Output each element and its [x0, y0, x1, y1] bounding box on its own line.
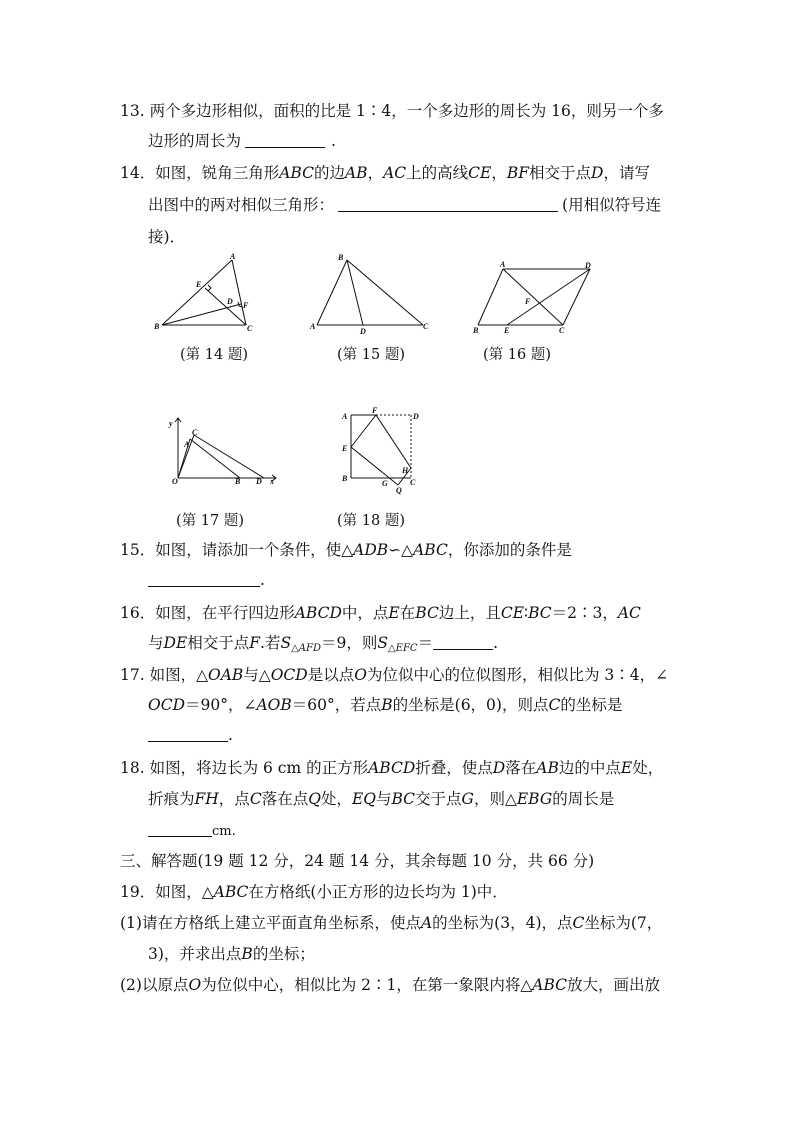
- caption-fig14: (第 14 题): [180, 347, 248, 363]
- fig16-label-d: D: [585, 261, 591, 270]
- fig16-label-c: C: [559, 326, 565, 335]
- fig15-segment-bd: [347, 260, 363, 325]
- fig16-side-dc: [563, 269, 590, 325]
- fig15-side-ab: [317, 260, 347, 325]
- q15-answer-blank[interactable]: [148, 571, 260, 587]
- q16-line2: 与DE相交于点F.若$S_{\triangle AFD}=9$，则$S_{\triangle EFC}=$ .: [148, 634, 499, 654]
- fig17-label-y: y: [169, 419, 173, 428]
- fig17-segment-cd: [194, 435, 264, 478]
- fig18-label-e: E: [342, 444, 348, 453]
- q19-part1-line1: (1)请在方格纸上建立平面直角坐标系，使点A的坐标为(3，4)，点C坐标为(7，: [120, 914, 663, 932]
- fig15-label-a: A: [310, 322, 316, 331]
- section3-heading: 三、解答题(19 题 12 分，24 题 14 分，其余每题 10 分，共 66 分): [120, 852, 595, 870]
- q14-line2: 出图中的两对相似三角形： (用相似符号连: [148, 196, 662, 214]
- fig17-label-o: O: [172, 477, 178, 486]
- fig17-label-b: B: [235, 477, 241, 486]
- figure-17: [160, 412, 285, 492]
- fig16-label-b: B: [473, 326, 479, 335]
- q17-answer-blank[interactable]: [148, 726, 228, 742]
- fig18-crease-fh: [376, 415, 411, 468]
- q14-answer-blank[interactable]: [338, 196, 558, 212]
- q17-line3: .: [148, 725, 233, 745]
- fig18-label-b: B: [342, 474, 348, 483]
- fig17-label-x: x: [270, 477, 274, 486]
- q15-line2: .: [148, 570, 265, 590]
- fig14-label-a: A: [230, 252, 236, 261]
- fig16-segment-de: [507, 269, 590, 325]
- fig14-label-b: B: [154, 322, 160, 331]
- fig14-label-e: E: [196, 280, 202, 289]
- q18-line1: 18. 如图，将边长为 6 cm 的正方形ABCD折叠，使点D落在AB边的中点E处，: [120, 759, 664, 777]
- q18-answer-blank[interactable]: [148, 821, 212, 837]
- q14-line3: 接)．: [148, 228, 186, 246]
- q13-answer-blank[interactable]: [245, 132, 325, 148]
- q18-line2: 折痕为FH，点C落在点Q处，EQ与BC交于点G，则△EBG的周长是: [148, 790, 615, 808]
- q19-stem: 19．如图，△ABC在方格纸(小正方形的边长均为 1)中．: [120, 883, 508, 901]
- fig14-label-f: F: [243, 301, 249, 310]
- fig16-diagonal-ac: [503, 269, 563, 325]
- q15-line1: 15．如图，请添加一个条件，使△ADB∽△ABC，你添加的条件是: [120, 541, 572, 559]
- fig18-segment-fe: [351, 415, 376, 447]
- fig16-side-ab: [478, 269, 503, 325]
- q16-line1: 16．如图，在平行四边形ABCD中，点E在BC边上，且CE∶BC＝2∶3，AC: [120, 604, 641, 622]
- q19-part1-line2: 3)，并求出点B的坐标；: [148, 945, 315, 963]
- q13-line2: 边形的周长为 .: [148, 132, 336, 150]
- q18-line3: cm.: [148, 820, 236, 842]
- figure-18: [336, 405, 426, 495]
- q19-part2-line1: (2)以原点O为位似中心，相似比为 2∶1，在第一象限内将△ABC放大，画出放: [120, 976, 661, 994]
- figure-15: [305, 250, 435, 335]
- fig16-label-a: A: [500, 260, 506, 269]
- caption-fig16: (第 16 题): [483, 347, 551, 363]
- q14-line1: 14．如图，锐角三角形ABC的边AB，AC上的高线CE，BF相交于点D，请写: [120, 164, 650, 182]
- fig16-label-e: E: [504, 326, 510, 335]
- q13-line1: 13. 两个多边形相似，面积的比是 1∶4，一个多边形的周长为 16，则另一个多: [120, 102, 664, 120]
- q16-answer-blank[interactable]: [433, 634, 493, 650]
- fig15-label-d: D: [360, 327, 366, 336]
- figure-16: [470, 258, 600, 338]
- caption-fig15: (第 15 题): [337, 347, 405, 363]
- figure-14: [150, 252, 260, 337]
- fig17-label-d: D: [256, 477, 262, 486]
- fig15-side-bc: [347, 260, 423, 325]
- fig18-label-d: D: [413, 412, 419, 421]
- fig18-label-f: F: [372, 406, 378, 415]
- fig14-label-d: D: [227, 297, 233, 306]
- fig15-label-c: C: [423, 322, 429, 331]
- fig18-segment-eq: [351, 447, 398, 485]
- q17-line1: 17. 如图，△OAB与△OCD是以点O为位似中心的位似图形，相似比为 3∶4，∠: [120, 666, 669, 684]
- q17-line2: OCD＝90°，∠AOB＝60°，若点B的坐标是(6，0)，则点C的坐标是: [148, 696, 623, 714]
- caption-fig18: (第 18 题): [337, 513, 405, 529]
- caption-fig17: (第 17 题): [176, 513, 244, 529]
- fig18-label-h: H: [402, 466, 409, 475]
- fig17-label-a: A: [184, 440, 190, 449]
- fig14-side-ac: [232, 260, 246, 325]
- fig17-label-c: C: [192, 428, 198, 437]
- fig15-label-b: B: [338, 253, 344, 262]
- fig18-label-c: C: [410, 478, 416, 487]
- fig18-label-a: A: [342, 412, 348, 421]
- fig14-right-angle-e: [208, 285, 211, 291]
- fig16-label-f: F: [525, 297, 531, 306]
- fig14-label-c: C: [247, 324, 253, 333]
- fig18-label-q: Q: [396, 486, 402, 495]
- fig18-label-g: G: [382, 479, 388, 488]
